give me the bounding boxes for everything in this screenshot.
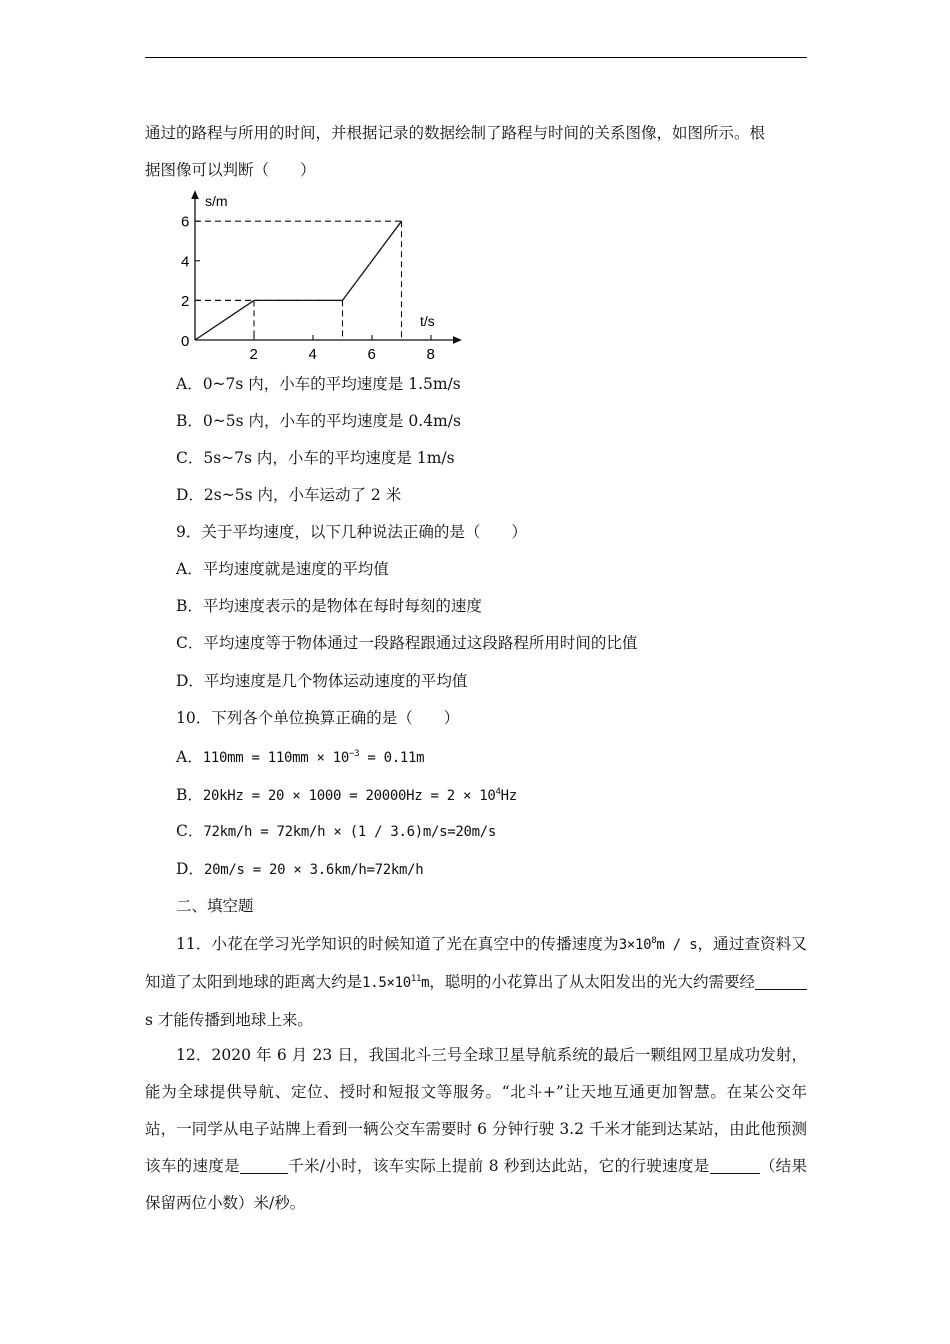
y-tick-label: 6 [181,213,190,231]
x-tick-label: 6 [367,346,376,363]
q10-option-a-tail: = 0.11m [359,750,425,766]
q11-paragraph [145,926,807,1039]
q10-option-b [176,784,517,807]
q12-answer-blank-1[interactable] [240,1156,288,1174]
x-tick-label: 8 [426,346,435,363]
q10-option-a-expr: 110mm = 110mm × 10 [202,750,350,766]
section-fill-in-title: 二、填空题 [176,897,254,915]
x-tick-label: 2 [249,346,258,363]
q12-text-3: （结果保留两位小数）米/秒。 [145,1157,807,1212]
q11-text-3: ，聪明的小花算出了从太阳发出的光大约需要经 [429,973,755,991]
q9-option-b: B．平均速度表示的是物体在每时每刻的速度 [176,597,482,615]
q8-option-a: A．0~7s 内，小车的平均速度是 1.5m/s [176,375,461,393]
q10-option-b-expr: 20kHz = 20 × 1000 = 20000Hz = 2 × 10 [202,788,496,804]
q8-option-c: C．5s~7s 内，小车的平均速度是 1m/s [176,449,455,467]
q9-stem: 9．关于平均速度，以下几种说法正确的是（ ） [176,523,527,541]
q12-paragraph [145,1037,807,1222]
q9-option-c: C．平均速度等于物体通过一段路程跟通过这段路程所用时间的比值 [176,634,638,652]
light-speed-value: $3\times 10^8m / s$ [618,936,698,953]
distance-time-line [195,221,402,340]
q10-option-b-exponent: 4 [495,787,501,797]
q10-option-c-expr: 72km/h = 72km/h × (1 / 3.6)m/s=20m/s [203,824,497,840]
x-axis-label: t/s [420,313,435,329]
q8-option-d: D．2s~5s 内，小车运动了 2 米 [176,486,402,504]
q10-option-b-tail: Hz [500,788,517,804]
origin-label: 0 [181,333,190,350]
distance-time-graph [168,188,468,363]
q12-text-1: 12．2020 年 6 月 23 日，我国北斗三号全球卫星导航系统的最后一颗组网卫星成功发射，能为全球提供导航、定位、授时和短报文等服务。“北斗+”让天地互通更加智慧。在某公交年站，一同学从电子站牌上看到一辆公交车需要时 6 分钟行驶 3.2 千米才能到达某站，由此他预测该车的速度是 [145,1046,807,1175]
q10-option-c [176,820,496,843]
sun-earth-distance-value: $1.5\times 10^{11}m$ [362,974,430,991]
q12-text-2: 千米/小时，该车实际上提前 8 秒到达此站，它的行驶速度是 [287,1157,710,1175]
q10-option-c-label: C． [176,822,204,840]
q9-option-a: A．平均速度就是速度的平均值 [176,560,389,578]
q10-option-a-label: A． [176,748,203,766]
q11-text-1: 11．小花在学习光学知识的时候知道了光在真空中的传播速度为 [176,935,619,953]
x-tick-label: 4 [308,346,317,363]
q12-answer-blank-2[interactable] [710,1156,760,1174]
q10-option-b-label: B． [176,786,203,804]
q11-text-2: ，通过查资料又知道了太阳到地球的距离大约是 [145,935,807,991]
q10-option-a [176,746,424,769]
q9-option-d: D．平均速度是几个物体运动速度的平均值 [176,672,468,690]
header-rule [145,57,807,58]
q10-option-d-label: D． [176,860,204,878]
q11-answer-blank[interactable] [755,972,807,990]
y-tick-label: 2 [181,292,190,310]
q10-option-d [176,858,423,881]
q8-stem-line1: 通过的路程与所用的时间，并根据记录的数据绘制了路程与时间的关系图像，如图所示。根 [145,124,766,142]
q10-stem: 10．下列各个单位换算正确的是（ ） [176,709,460,727]
q10-option-a-exponent: −3 [349,749,360,759]
y-tick-label: 4 [181,253,190,271]
q11-text-4: s 才能传播到地球上来。 [145,1011,313,1029]
y-axis-label: s/m [205,193,228,209]
q10-option-d-expr: 20m/s = 20 × 3.6km/h=72km/h [203,862,424,878]
q8-stem-line2: 据图像可以判断（ ） [145,161,316,179]
q8-option-b: B．0~5s 内，小车的平均速度是 0.4m/s [176,412,461,430]
